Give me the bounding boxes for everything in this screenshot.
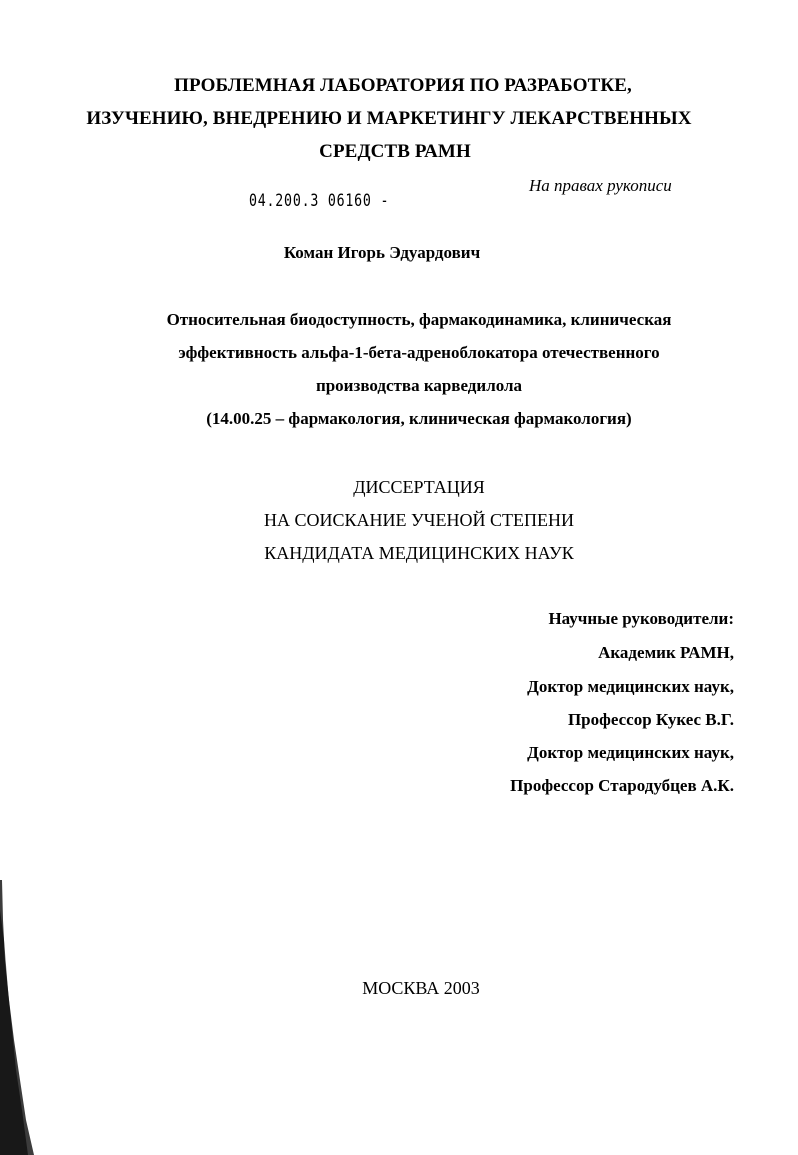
author-name: Коман Игорь Эдуардович <box>283 243 481 262</box>
dissertation-label-line-1: ДИССЕРТАЦИЯ <box>353 477 485 497</box>
organization-line-1: ПРОБЛЕМНАЯ ЛАБОРАТОРИЯ ПО РАЗРАБОТКЕ, <box>174 75 632 96</box>
organization-line-2: ИЗУЧЕНИЮ, ВНЕДРЕНИЮ И МАРКЕТИНГУ ЛЕКАРСТВЕННЫХ <box>86 108 692 129</box>
supervisors-heading: Научные руководители: <box>548 609 734 628</box>
registration-number-stamp: 04.200.3 06160 - <box>249 191 390 211</box>
supervisor-line: Доктор медицинских наук, <box>527 743 734 762</box>
rights-note: На правах рукописи <box>529 176 672 195</box>
dissertation-label-line-3: КАНДИДАТА МЕДИЦИНСКИХ НАУК <box>264 543 574 563</box>
thesis-title-line-2: эффективность альфа-1-бета-адреноблокатора отечественного <box>178 343 660 362</box>
city-year: МОСКВА 2003 <box>362 978 480 998</box>
supervisor-line: Профессор Кукес В.Г. <box>567 710 734 729</box>
thesis-title-line-3: производства карведилола <box>315 376 523 395</box>
supervisor-line: Академик РАМН, <box>598 643 734 662</box>
thesis-title-line-1: Относительная биодоступность, фармакодинамика, клиническая <box>166 310 672 329</box>
organization-line-3: СРЕДСТВ РАМН <box>319 141 471 162</box>
specialty-code: (14.00.25 – фармакология, клиническая фармакология) <box>206 409 632 428</box>
scan-edge-artifact <box>0 880 40 1155</box>
supervisor-line: Профессор Стародубцев А.К. <box>510 776 734 795</box>
supervisor-line: Доктор медицинских наук, <box>527 677 734 696</box>
dissertation-label-line-2: НА СОИСКАНИЕ УЧЕНОЙ СТЕПЕНИ <box>264 510 574 530</box>
